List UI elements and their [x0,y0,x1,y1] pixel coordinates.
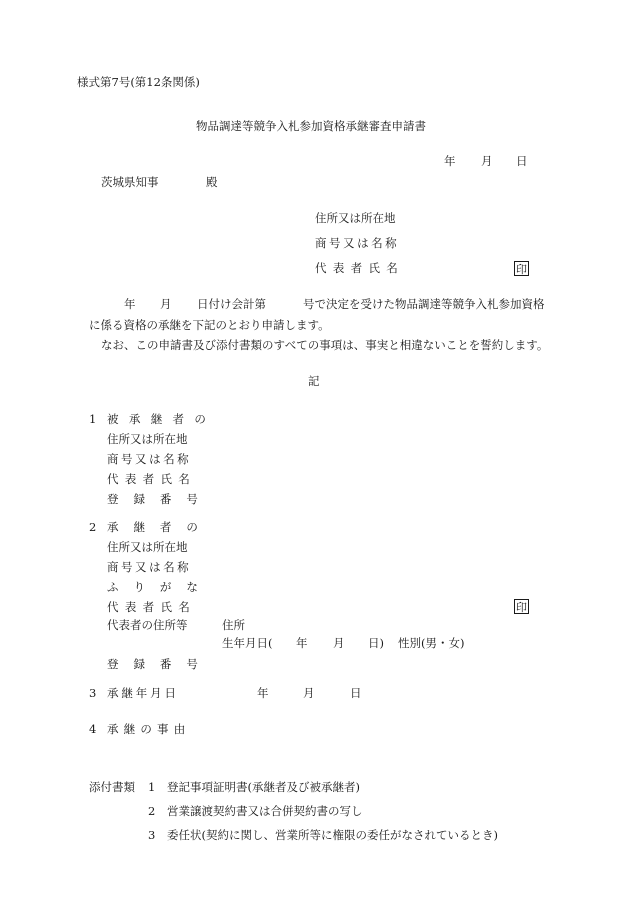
applicant-name-label: 商号又は名称 [315,236,400,250]
form-number: 様式第7号(第12条関係) [77,75,200,89]
date-day-label: 日 [516,154,528,168]
gender-label: 性別(男・女) [398,636,465,650]
attachment-3-text: 委任状(契約に関し、営業所等に権限の委任がなされているとき) [167,828,498,842]
section1-name-label: 商号又は名称 [107,452,192,466]
birth-year-label: 年 [296,636,308,650]
birth-day-label: 日) [368,636,384,650]
section4-number: 4 [89,722,97,736]
ki-heading: 記 [308,374,320,388]
section3-number: 3 [89,686,97,700]
body-line3: なお、この申請書及び添付書類のすべての事項は、事実と相違ないことを誓約します。 [101,338,549,352]
section3-month: 月 [303,686,315,700]
addressee: 茨城県知事 [101,175,159,189]
body-dated: 日付け会計第 [197,297,266,311]
section2-rep-address-value: 住所 [222,618,245,632]
section3-year: 年 [257,686,269,700]
section2-rep-label: 代表者氏名 [107,600,197,614]
document-title: 物品調達等競争入札参加資格承継審査申請書 [196,119,426,133]
attachments-label: 添付書類 [89,780,135,794]
birth-month-label: 月 [333,636,345,650]
section2-heading: 承継者の [107,520,213,534]
body-line1-rest: 号で決定を受けた物品調達等競争入札参加資格 [303,297,545,311]
applicant-rep-text: 代表者氏名 [315,261,405,275]
section3-label: 承継年月日 [107,686,179,700]
applicant-address-label: 住所又は所在地 [315,211,396,225]
date-year-label: 年 [444,154,456,168]
body-line2: に係る資格の承継を下記のとおり申請します。 [89,318,330,332]
attachment-2-text: 営業譲渡契約書又は合併契約書の写し [167,804,363,818]
section2-name-label: 商号又は名称 [107,560,192,574]
section1-rep-label: 代表者氏名 [107,472,197,486]
body-month: 月 [160,297,172,311]
section2-seal-box: 印 [516,601,527,614]
applicant-seal-box: 印 [516,263,527,276]
date-month-label: 月 [481,154,493,168]
attachment-3-number: 3 [148,828,156,842]
attachment-2-number: 2 [148,804,156,818]
birth-date-label: 生年月日( [222,636,273,650]
section3-day: 日 [350,686,362,700]
section2-number: 2 [89,520,97,534]
section1-reg-label: 登録番号 [107,492,213,506]
section2-furigana-label: ふりがな [107,580,213,594]
section2-reg-label: 登録番号 [107,657,213,671]
applicant-rep-label [315,263,404,275]
section2-address-label: 住所又は所在地 [107,540,188,554]
body-year: 年 [124,297,136,311]
attachment-1-text: 登記事項証明書(承継者及び被承継者) [167,780,360,794]
section1-heading: 被承継者の [107,412,217,426]
attachment-1-number: 1 [148,780,156,794]
addressee-honorific: 殿 [206,175,218,189]
section2-rep-address-label: 代表者の住所等 [107,618,188,632]
section1-address-label: 住所又は所在地 [107,432,188,446]
section1-number: 1 [89,412,97,426]
section4-label: 承継の事由 [107,722,191,736]
